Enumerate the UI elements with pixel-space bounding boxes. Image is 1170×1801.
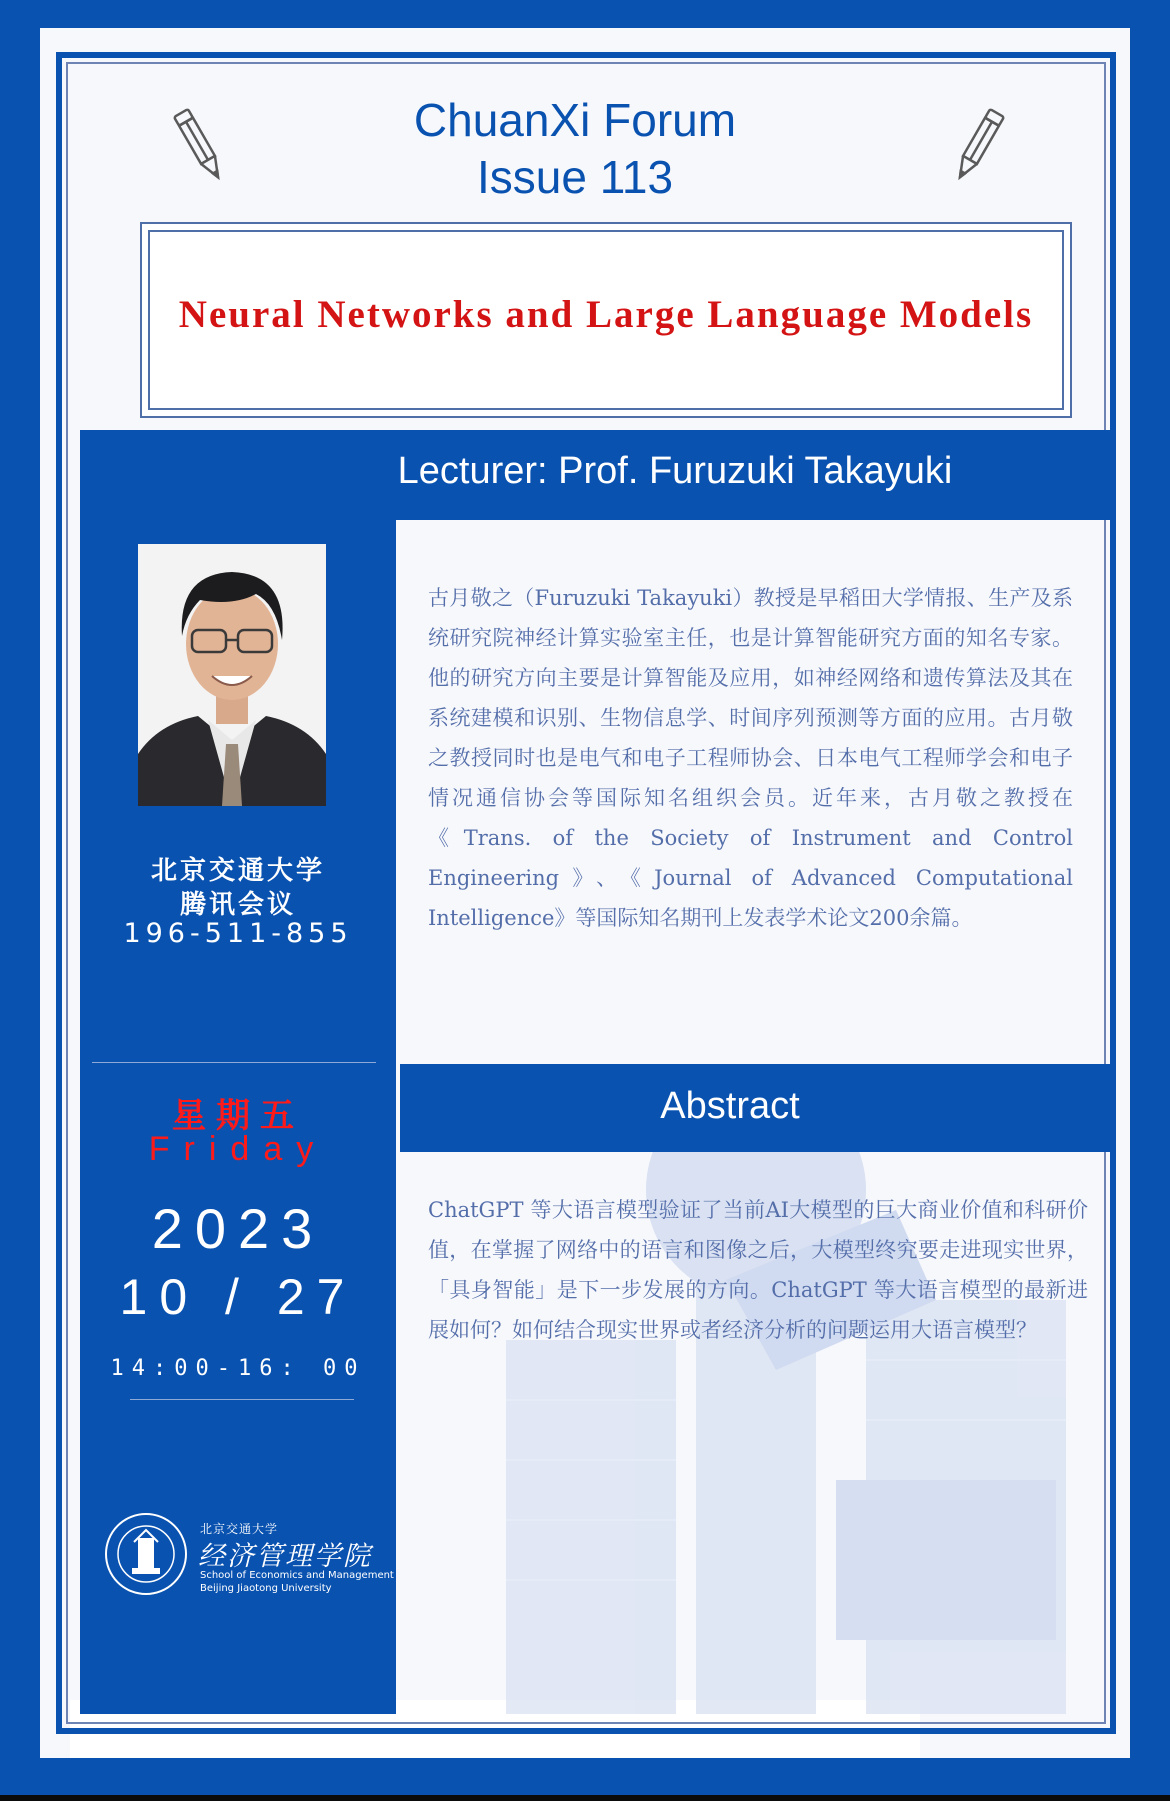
- logo-english-line-2: Beijing Jiaotong University: [200, 1583, 332, 1594]
- talk-title: Neural Networks and Large Language Models: [178, 293, 1034, 336]
- university-name: 北京交通大学: [150, 856, 325, 886]
- event-time: 14:00-16: 00: [110, 1356, 366, 1381]
- divider: [130, 1399, 354, 1400]
- lecturer-heading: Lecturer: Prof. Furuzuki Takayuki: [397, 450, 953, 492]
- logo-english-line-1: School of Economics and Management: [200, 1570, 394, 1581]
- abstract-text: ChatGPT 等大语言模型验证了当前AI大模型的巨大商业价值和科研价值，在掌握了网络中的语言和图像之后，大模型终究要走进现实世界，「具身智能」是下一步发展的方向。ChatGPT 等大语言模型的最新进展如何？如何结合现实世界或者经济分析的问题运用大语言模型？: [428, 1198, 1088, 1342]
- event-year: 2023: [151, 1197, 325, 1260]
- logo-university-name: 北京交通大学: [200, 1522, 279, 1536]
- divider: [92, 1062, 376, 1063]
- weekday-chinese: 星期五: [172, 1096, 304, 1136]
- event-month-day: 10 / 27: [119, 1269, 357, 1325]
- university-seal-logo: [104, 1512, 188, 1596]
- lecturer-portrait: [138, 544, 326, 806]
- logo-school-name: 经济管理学院: [198, 1541, 372, 1572]
- lecturer-bio: 古月敬之（Furuzuki Takayuki）教授是早稻田大学情报、生产及系统研究院神经计算实验室主任，也是计算智能研究方面的知名专家。他的研究方向主要是计算智能及应用，如神经网络和遗传算法及其在系统建模和识别、生物信息学、时间序列预测等方面的应用。古月敬之教授同时也是电气和电子工程师协会、日本电气工程师学会和电子情况通信协会等国际知名组织会员。近年来，古月敬之教授在《Trans. of the Society of Instrument and Control Engineering》、《Journal of Advanced Computational Intelligence》等国际知名期刊上发表学术论文200余篇。: [428, 586, 1073, 930]
- issue-number: Issue 113: [476, 151, 674, 203]
- weekday-english: Friday: [148, 1130, 328, 1168]
- meeting-platform: 腾讯会议: [179, 890, 296, 920]
- pencil-icon: [170, 104, 230, 188]
- meeting-id: 196-511-855: [123, 918, 353, 949]
- pencil-icon: [948, 104, 1008, 188]
- forum-name: ChuanXi Forum: [413, 94, 737, 146]
- abstract-heading: Abstract: [660, 1085, 800, 1127]
